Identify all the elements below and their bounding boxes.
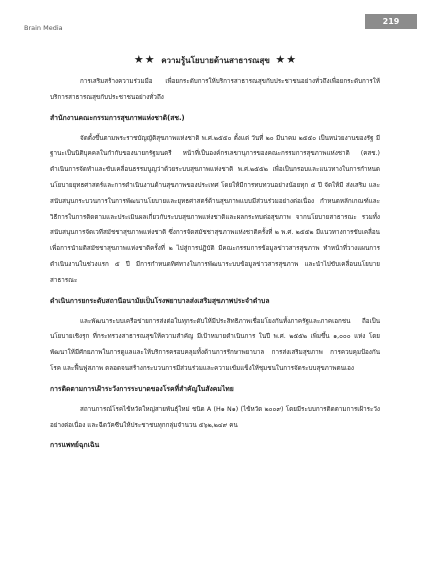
intro-paragraph: การเสริมสร้างความร่วมมือ เพื่อยกระดับการให้บริการสาธารณสุขกับประชาชนอย่างทั่วถึงเพื่อยกระดับการให้บริการสาธารณสุขกับประชาชนอย่างทั่วถึง [50,78,380,101]
star-right-icon: ★★ [275,53,298,66]
page-title [0,53,431,67]
section-heading-emergency-medicine: การแพทย์ฉุกเฉิน [50,441,100,450]
section-heading-nhco: สำนักงานคณะกรรมการสุขภาพแห่งชาติ(สช.) [50,113,185,122]
page-number: 219 [382,17,400,26]
section-heading-disease-surveillance: การติดตามการเฝ้าระวังการระบาดของโรคที่สำคัญในสังคมไทย [50,384,234,393]
section-paragraph-disease-surveillance: สถานการณ์โรคไข้หวัดใหญ่สายพันธุ์ใหม่ ชนิด A (H๑ N๑) (ไข้หวัด ๒๐๐๙) โดยมีระบบการติดตามการเฝ้าระวังอย่างต่อเนื่อง และฉีดวัคซีนให้ประชาชนทุกกลุ่มจำนวน ๕๖๒,๒๔๙ คน [50,405,380,429]
publisher-name: Brain Media [24,24,63,32]
section-heading-health-promotion-hospital: ดำเนินการยกระดับสถานีอนามัยเป็นโรงพยาบาลส่งเสริมสุขภาพประจำตำบล [50,296,270,305]
page-title-text: ความรู้นโยบายด้านสาธารณสุข [161,56,270,65]
page-number-badge [365,14,417,29]
document-body [50,74,380,458]
section-paragraph-nhco: จัดตั้งขึ้นตามพระราชบัญญัติสุขภาพแห่งชาติ พ.ศ.๒๕๕๐ ตั้งแต่ วันที่ ๒๐ มีนาคม ๒๕๕๐ เป็นหน่วยงานของรัฐ มีฐานะเป็นนิติบุคคลในกำกับของนายกรัฐมนตรี หน้าที่เป็นองค์กรเลขานุการของคณะกรรมการสุขภาพแห่งชาติ (คสช.) ดำเนินการจัดทำและขับเคลื่อนธรรมนูญว่าด้วยระบบสุขภาพแห่งชาติ พ.ศ.๒๕๕๒ เพื่อเป็นกรอบและแนวทางในการกำหนดนโยบายยุทธศาสตร์และการดำเนินงานด้านสุขภาพของประเทศ โดยให้มีการทบทวนอย่างน้อยทุก ๕ ปี จัดให้มี ส่งเสริม และสนับสนุนกระบวนการในการพัฒนานโยบายและยุทธศาสตร์ด้านสุขภาพแบบมีส่วนร่วมอย่างต่อเนื่อง กำหนดหลักเกณฑ์และวิธีการในการติดตามและประเมินผลเกี่ยวกับระบบสุขภาพแห่งชาติและผลกระทบต่อสุขภาพ จากนโยบายสาธารณะ รวมทั้ง สนับสนุนการจัดเวทีสมัชชาสุขภาพแห่งชาติ ซึ่งการจัดสมัชชาสุขภาพแห่งชาติครั้งที่ ๒ พ.ศ. ๒๕๕๒ มีแนวทางการขับเคลื่อนเพื่อการนำมติสมัชชาสุขภาพแห่งชาติครั้งที่ ๒ ไปสู่การปฏิบัติ มีคณะกรรมการข้อมูลข่าวสารสุขภาพ ทำหน้าที่วางแผนการดำเนินงานในช่วงแรก ๕ ปี มีการกำหนดทิศทางในการพัฒนาระบบข้อมูลข่าวสารสุขภาพ และนำไปขับเคลื่อนนโยบายสาธารณะ [50,134,380,284]
section-paragraph-health-promotion-hospital: และพัฒนาระบบเครือข่ายการส่งต่อในทุกระดับให้มีประสิทธิภาพเชื่อมโยงกันทั้งภาครัฐและภาคเอกชน ถือเป็นนโยบายเชิงรุก ที่กระทรวงสาธารณสุขให้ความสำคัญ มีเป้าหมายดำเนินการ ในปี พ.ศ. ๒๕๕๒ เพิ่มขึ้น ๑,๐๐๐ แห่ง โดยพัฒนาให้มีศักยภาพในการดูแลและให้บริการครอบคลุมทั้งด้านการรักษาพยาบาล การส่งเสริมสุขภาพ การควบคุมป้องกันโรค และฟื้นฟูสภาพ ตลอดจนสร้างกระบวนการมีส่วนร่วมและความเข้มแข็งให้ชุมชนในการจัดระบบสุขภาพตนเอง [50,317,380,372]
star-left-icon: ★★ [133,53,156,66]
